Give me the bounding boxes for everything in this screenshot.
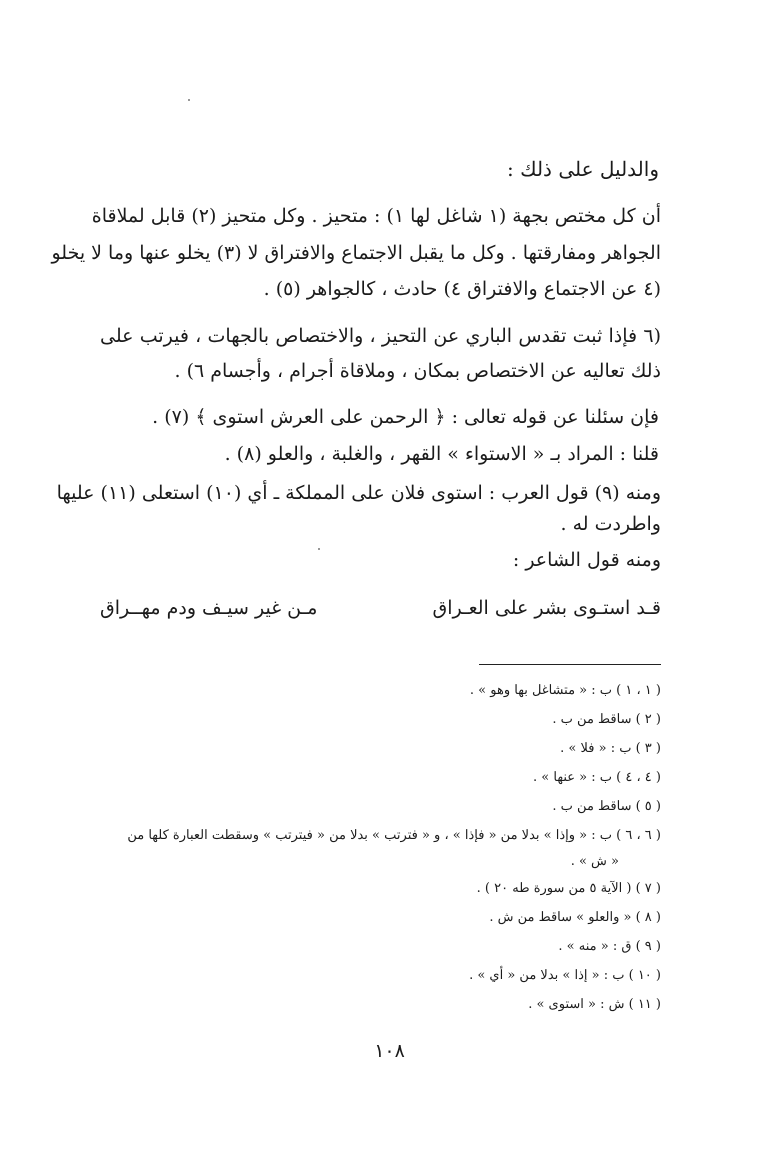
paragraph-4-line-2: واطردت له .: [560, 513, 661, 535]
scan-speck: [188, 99, 190, 101]
answer-line: قلنا : المراد بـ « الاستواء » القهر ، والغلبة ، والعلو (٨) .: [224, 443, 659, 465]
paragraph-2-line-2: ذلك تعاليه عن الاختصاص بمكان ، وملاقاة أجرام ، وأجسام ٦) .: [174, 360, 661, 382]
footnote-item: ( ٨ ) « والعلو » ساقط من ش .: [489, 910, 661, 925]
footnote-item: ( ١٠ ) ب : « إذا » بدلا من « أي » .: [469, 968, 661, 983]
paragraph-2-line-1: (٦ فإذا ثبت تقدس الباري عن التحيز ، والاختصاص بالجهات ، فيرتب على: [100, 325, 661, 347]
paragraph-1-line-3: (٤ عن الاجتماع والافتراق ٤) حادث ، كالجواهر (٥) .: [263, 278, 661, 300]
footnote-item: ( ٤ ، ٤ ) ب : « عنها » .: [533, 770, 661, 785]
footnote-item: ( ٦ ، ٦ ) ب : « وإذا » بدلا من « فإذا » ، و « فترتب » بدلا من « فيترتب » وسقطت العبارة كلها من: [127, 828, 661, 843]
scan-speck: [318, 548, 320, 550]
footnote-item: ( ١ ، ١ ) ب : « متشاغل بها وهو » .: [469, 683, 661, 698]
section-heading: والدليل على ذلك :: [507, 157, 659, 181]
footnote-item: ( ٥ ) ساقط من ب .: [552, 799, 661, 814]
verse-second-hemistich: مـن غير سيـف ودم مهــراق: [100, 597, 318, 619]
verse-first-hemistich: قـد استـوى بشر على العـراق: [432, 597, 661, 619]
paragraph-4-line-1: ومنه (٩) قول العرب : استوى فلان على المملكة ـ أي (١٠) استعلى (١١) عليها: [56, 482, 661, 504]
poetry-verse: [100, 594, 661, 624]
footnote-item: ( ٧ ) ( الآية ٥ من سورة طه ٢٠ ) .: [476, 881, 661, 896]
footnote-separator: [479, 664, 661, 665]
footnote-item: ( ١١ ) ش : « استوى » .: [528, 997, 661, 1012]
paragraph-1-line-2: الجواهر ومفارقتها . وكل ما يقبل الاجتماع والافتراق لا (٣) يخلو عنها وما لا يخلو: [51, 242, 661, 264]
footnote-item: ( ٣ ) ب : « فلا » .: [560, 741, 661, 756]
footnote-item: ( ٩ ) ق : « منه » .: [558, 939, 661, 954]
page-number: ١٠٨: [374, 1040, 405, 1062]
paragraph-1-line-1: أن كل مختص بجهة (١ شاغل لها ١) : متحيز . وكل متحيز (٢) قابل لملاقاة: [91, 205, 661, 227]
quran-question-line: فإن سئلنا عن قوله تعالى : ﴿ الرحمن على العرش استوى ﴾ (٧) .: [152, 406, 659, 428]
footnote-item: ( ٢ ) ساقط من ب .: [552, 712, 661, 727]
footnote-item-continuation: « ش » .: [570, 854, 619, 869]
poet-intro-line: ومنه قول الشاعر :: [512, 549, 661, 571]
